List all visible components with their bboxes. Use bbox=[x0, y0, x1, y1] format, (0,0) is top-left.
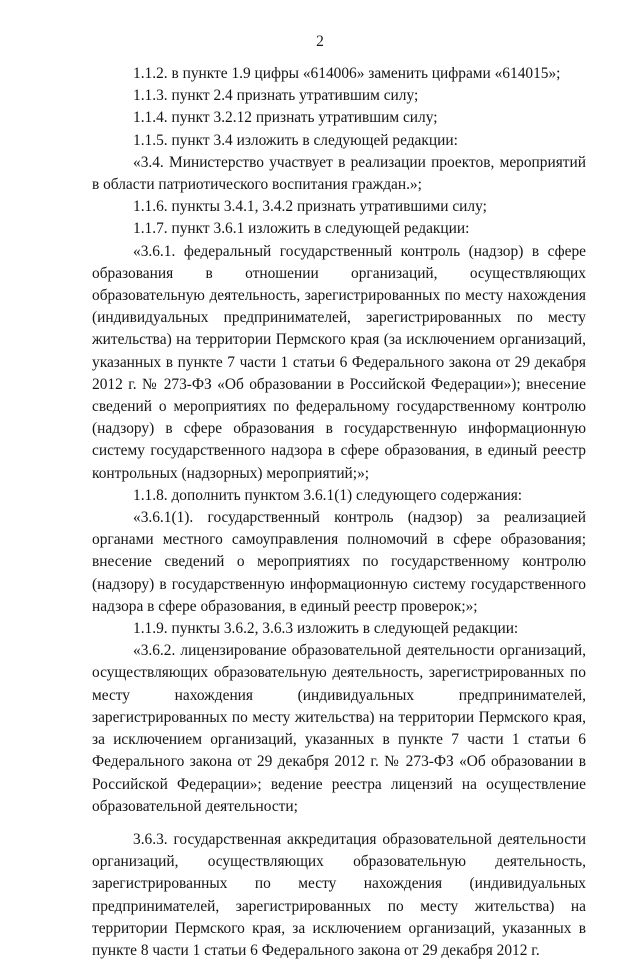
paragraph-1-1-8: 1.1.8. дополнить пунктом 3.6.1(1) следующего содержания: bbox=[133, 486, 523, 504]
paragraph-1-1-3: 1.1.3. пункт 2.4 признать утратившим силу; bbox=[133, 87, 419, 105]
paragraph-quote-3-4: «3.4. Министерство участвует в реализации проектов, мероприятий в области патриотического воспитания граждан.»; bbox=[92, 153, 586, 194]
paragraph-quote-3-6-2: «3.6.2. лицензирование образовательной деятельности организаций, осуществляющих образовательную деятельность, зарегистрированных по месту нахождения (индивидуальных предпринимателей, зарегистрированных по месту жительства) на территории Пермского края, за исключением организаций, указанных в пункте 7 части 1 статьи 6 Федерального закона от 29 декабря 2012 г. № 273-ФЗ «Об образовании в Российской Федерации»; ведение реестра лицензий на осуществление образовательной деятельности; bbox=[92, 642, 586, 815]
document-body bbox=[92, 63, 586, 962]
paragraph-3-6-3: 3.6.3. государственная аккредитация образовательной деятельности организаций, осуществляющих образовательную деятельность, зарегистрированных по месту нахождения (индивидуальных предпринимателей, зарегистрированных по месту жительства) на территории Пермского края, за исключением организаций, указанных в пункте 8 части 1 статьи 6 Федерального закона от 29 декабря 2012 г. bbox=[92, 830, 586, 959]
paragraph-quote-3-6-1: «3.6.1. федеральный государственный контроль (надзор) в сфере образования в отношении организаций, осуществляющих образовательную деятельность, зарегистрированных по месту нахождения (индивидуальных предпринимателей, зарегистрированных по месту жительства) на территории Пермского края (за исключением организаций, указанных в пункте 7 части 1 статьи 6 Федерального закона от 29 декабря 2012 г. № 273-ФЗ «Об образовании в Российской Федерации»); внесение сведений о мероприятиях по федеральному государственному контролю (надзору) в сфере образования в государственную информационную систему государственного надзора в сфере образования, в единый реестр контрольных (надзорных) мероприятий;»; bbox=[92, 242, 586, 482]
paragraph-1-1-4: 1.1.4. пункт 3.2.12 признать утратившим силу; bbox=[133, 109, 438, 127]
paragraph-1-1-2: 1.1.2. в пункте 1.9 цифры «614006» заменить цифрами «614015»; bbox=[133, 65, 561, 82]
paragraph-quote-3-6-1-1: «3.6.1(1). государственный контроль (надзор) за реализацией органами местного самоуправления полномочий в сфере образования; внесение сведений о мероприятиях по государственному контролю (надзору) в государственную информационную систему государственного надзора в сфере образования, в единый реестр проверок;»; bbox=[92, 509, 586, 615]
paragraph-1-1-5: 1.1.5. пункт 3.4 изложить в следующей редакции: bbox=[133, 131, 458, 149]
paragraph-1-1-9: 1.1.9. пункты 3.6.2, 3.6.3 изложить в следующей редакции: bbox=[133, 620, 519, 638]
paragraph-1-1-7: 1.1.7. пункт 3.6.1 изложить в следующей редакции: bbox=[133, 220, 470, 238]
page-number: 2 bbox=[316, 33, 324, 50]
paragraph-1-1-6: 1.1.6. пункты 3.4.1, 3.4.2 признать утратившими силу; bbox=[133, 198, 487, 216]
